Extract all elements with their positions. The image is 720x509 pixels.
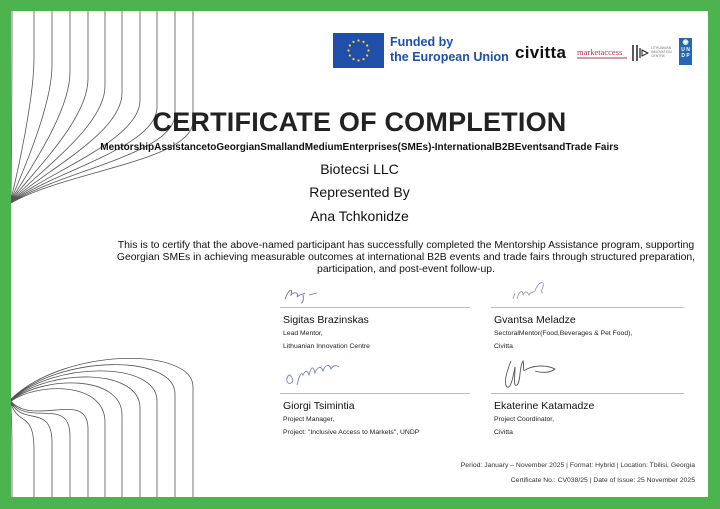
undp-line-2: D P [681,53,690,59]
eu-funded-by-text: Funded by [390,35,454,49]
signatory-role: Lead Mentor, [283,330,323,337]
lic-line-1: LITHUANIAN [651,46,672,50]
signature-line [280,307,470,308]
signature-meladze-icon [509,279,554,305]
signatory-organization: Civitta [494,343,513,350]
undp-line-1: U N [681,47,690,53]
signatory-name: Ekaterine Katamadze [494,400,595,412]
un-emblem-icon: ◉ [682,39,689,46]
signatory-role: SectoralMentor(Food,Beverages & Pet Food), [494,330,633,337]
eu-funding-label [390,35,509,65]
certification-statement: This is to certify that the above-named participant has successfully completed the Mentorship Assistance program, supporting Georgian SMEs in achieving measurable outcomes at international B2B events and trade fairs through structured preparation, participation, and post-event follow-up. [116,240,696,275]
signatory-name: Gvantsa Meladze [494,314,576,326]
signature-tsimintia-icon [283,361,345,389]
signature-line [280,393,470,394]
lithuanian-innovation-centre-text [651,46,672,59]
represented-by-label: Represented By [309,184,410,200]
eu-flag-icon [333,33,384,68]
company-name: Biotecsi LLC [320,161,399,177]
signatory-organization: Project: "Inclusive Access to Markets", UNDP [283,429,420,436]
lic-line-3: CENTRE [651,54,665,59]
market-access-logo: marketaccess [577,47,623,57]
undp-logo [679,38,692,65]
signature-katamadze-icon [501,357,561,391]
signatory-role: Project Manager, [283,416,335,423]
signatory-organization: Civitta [494,429,513,436]
signatory-organization: Lithuanian Innovation Centre [283,343,370,350]
program-details: Period: January – November 2025 | Format: Hybrid | Location: Tbilisi, Georgia [460,462,695,469]
signature-line [491,307,684,308]
signature-line [491,393,684,394]
signature-brazinskas-icon [281,283,326,305]
certificate-title: CERTIFICATE OF COMPLETION [152,107,567,137]
program-name: MentorshipAssistancetoGeorgianSmallandMediumEnterprises(SMEs)-InternationalB2BEventsandTrade Fairs [100,142,619,153]
lithuanian-innovation-centre-icon [631,43,649,63]
market-access-tagline [577,57,627,59]
eu-union-text: the European Union [390,50,509,64]
signatory-name: Sigitas Brazinskas [283,314,369,326]
civitta-logo: civitta [515,43,567,62]
representative-name: Ana Tchkonidze [310,208,409,224]
certificate-number-and-date: Certificate No.: CV038/25 | Date of Issue: 25 November 2025 [510,477,695,484]
signatory-role: Project Coordinator, [494,416,555,423]
certificate-sheet [11,11,708,497]
signatory-name: Giorgi Tsimintia [283,400,355,412]
lic-line-2: INNOVATION [651,50,672,55]
